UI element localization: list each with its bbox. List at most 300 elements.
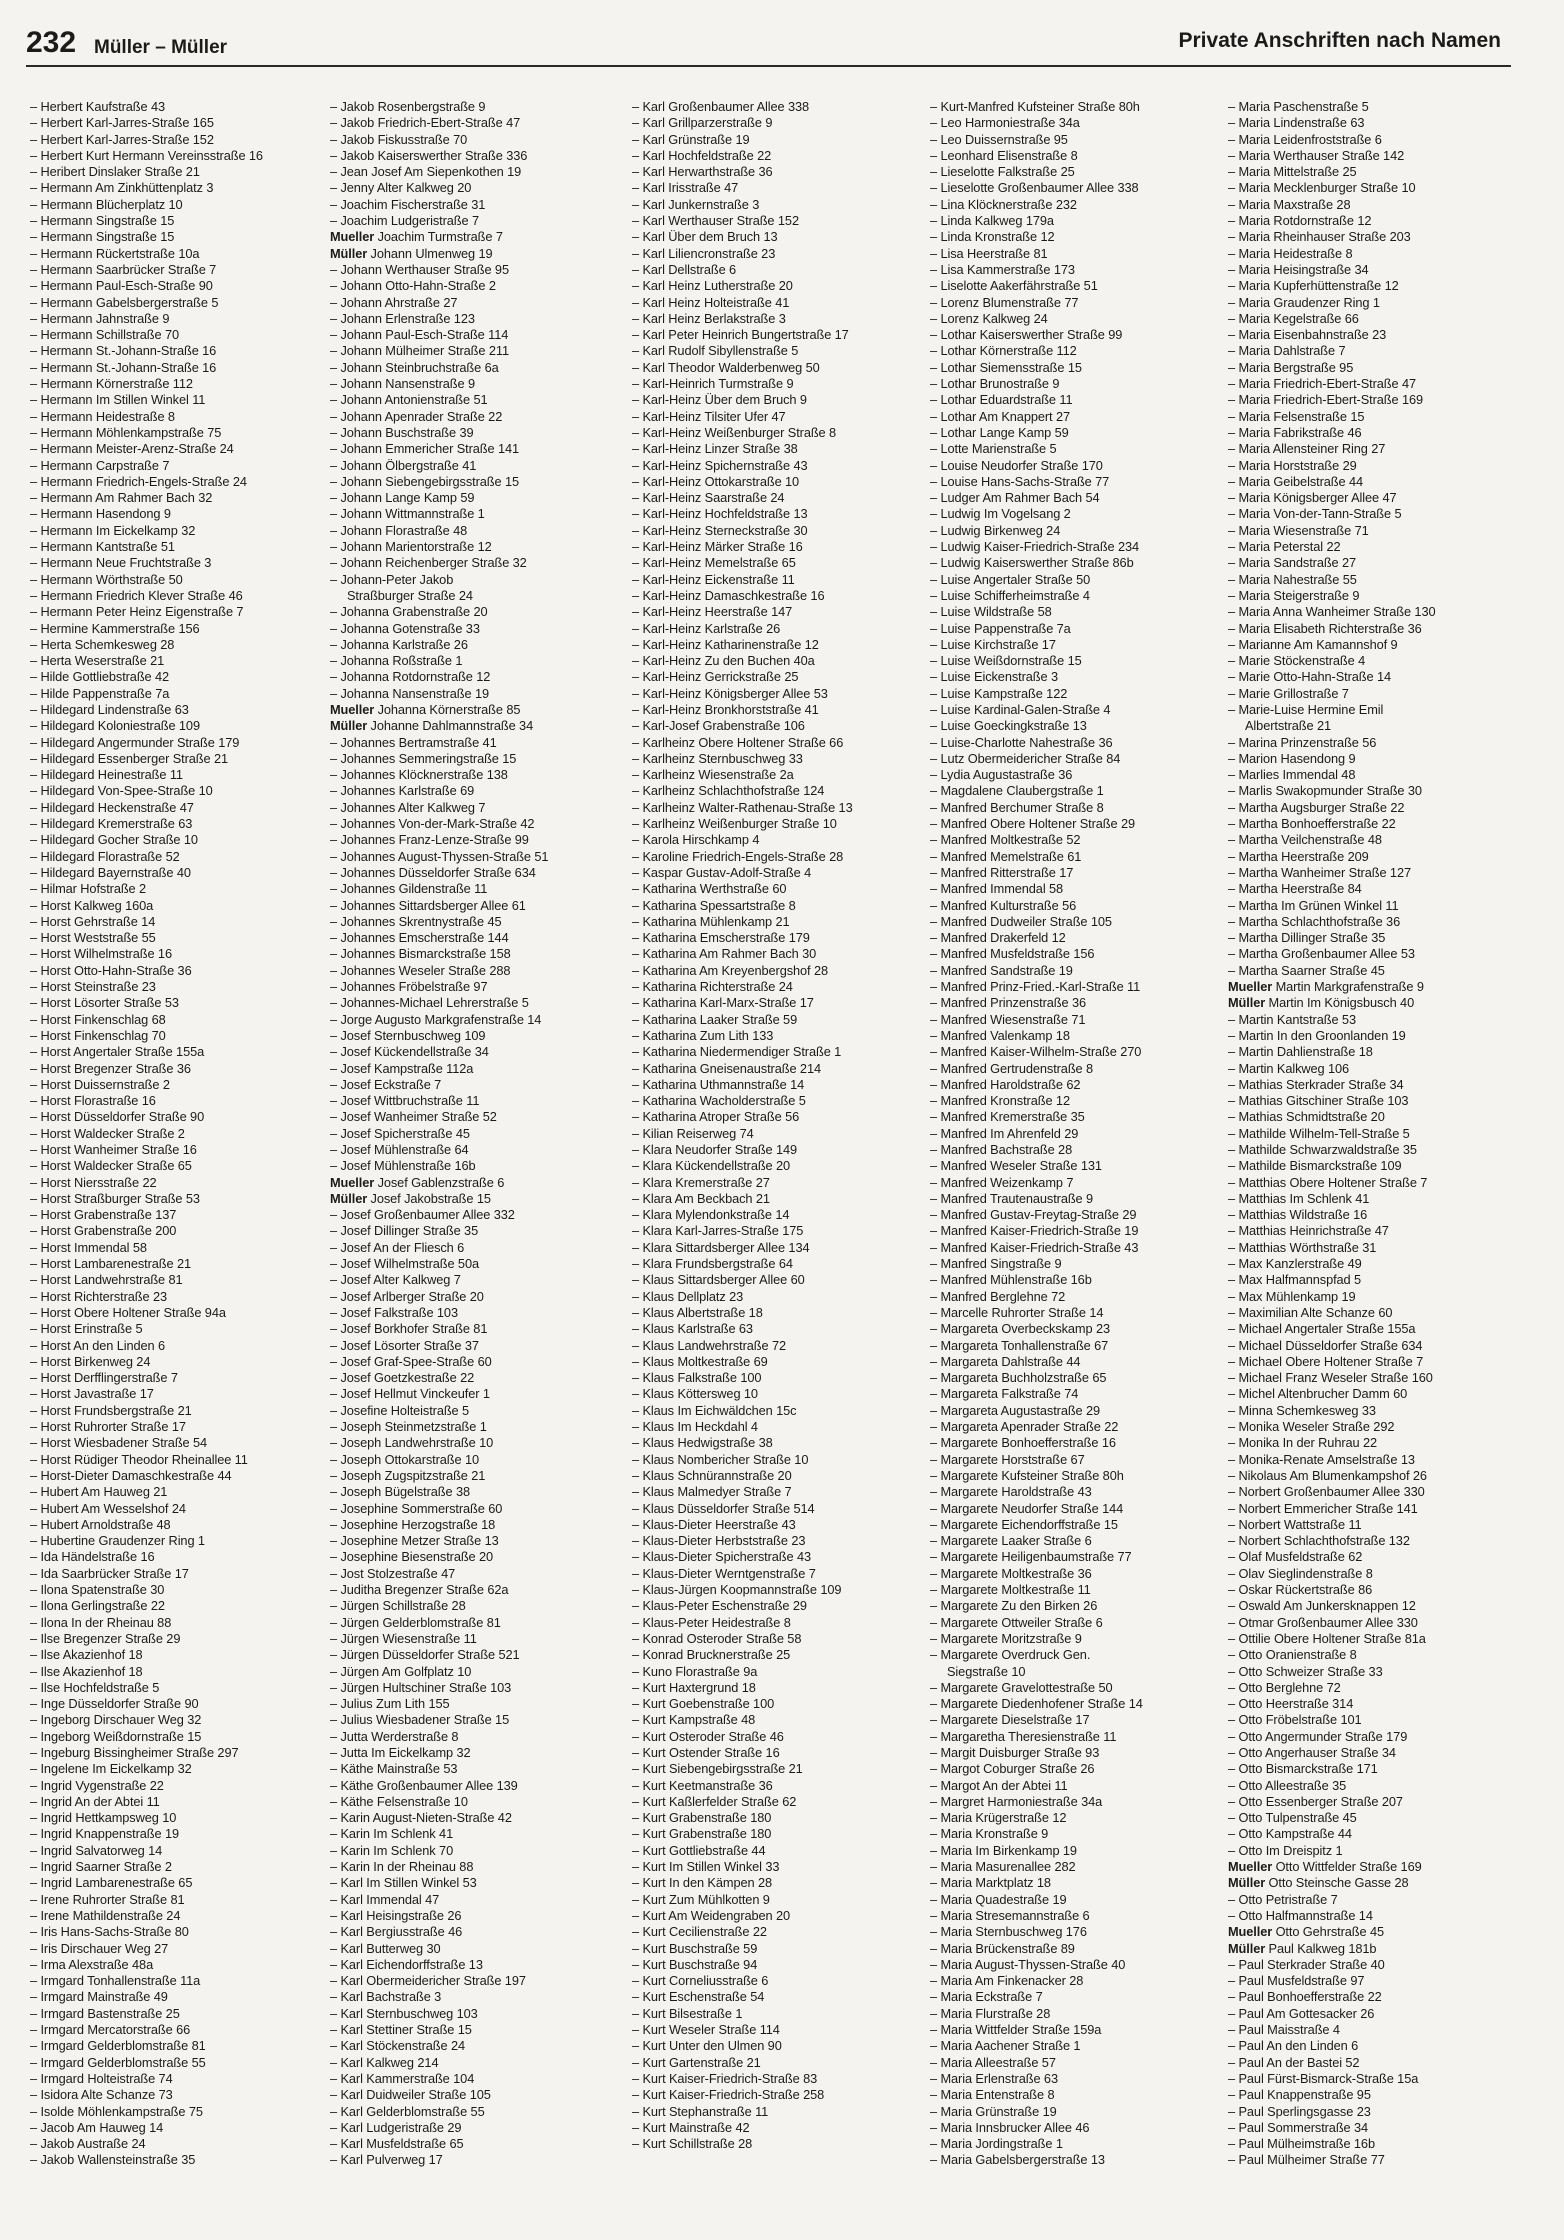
directory-entry: – Ilse Akazienhof 18: [30, 1647, 143, 1663]
directory-entry: – Otto Angermunder Straße 179: [1228, 1728, 1408, 1744]
directory-entry: – Jutta Im Eickelkamp 32: [330, 1744, 471, 1760]
directory-entry: – Irmgard Bastenstraße 25: [30, 2005, 180, 2021]
directory-entry: – Karl-Heinz Damaschkestraße 16: [632, 587, 825, 603]
directory-entry: – Hildegard Koloniestraße 109: [30, 718, 200, 734]
directory-entry: – Horst Grabenstraße 137: [30, 1207, 177, 1223]
directory-entry: – Matthias Wildstraße 16: [1228, 1207, 1368, 1223]
directory-entry: – Karin August-Nieten-Straße 42: [330, 1810, 512, 1826]
directory-entry: – Johannes Bismarckstraße 158: [330, 946, 511, 962]
directory-entry: – Monika In der Ruhrau 22: [1228, 1435, 1378, 1451]
directory-entry: – Manfred Prinz-Fried.-Karl-Straße 11: [930, 979, 1141, 995]
directory-entry: – Josephine Herzogstraße 18: [330, 1516, 496, 1532]
directory-entry: – Karl-Heinz Sterneckstraße 30: [632, 522, 808, 538]
directory-entry: – Manfred Gertrudenstraße 8: [930, 1060, 1094, 1076]
directory-entry: – Karin Im Schlenk 70: [330, 1842, 454, 1858]
directory-entry: – Irmgard Gelderblomstraße 81: [30, 2038, 206, 2054]
directory-entry: – Josef Borkhofer Straße 81: [330, 1321, 488, 1337]
directory-entry: – Margarete Dieselstraße 17: [930, 1712, 1090, 1728]
directory-entry: – Johann Erlenstraße 123: [330, 310, 475, 326]
directory-entry: – Josefine Holteistraße 5: [330, 1402, 470, 1418]
directory-entry: – Johann Lange Kamp 59: [330, 490, 475, 506]
directory-entry: – Martin Dahlienstraße 18: [1228, 1044, 1373, 1060]
directory-entry: – Klaus Nombericher Straße 10: [632, 1451, 809, 1467]
directory-entry: – Hubert Am Wesselshof 24: [30, 1500, 186, 1516]
directory-entry: – Johannes Düsseldorfer Straße 634: [330, 864, 536, 880]
directory-entry: – Johann Nansenstraße 9: [330, 376, 475, 392]
directory-entry: – Linda Kronstraße 12: [930, 229, 1055, 245]
directory-entry: – Margarete Eichendorffstraße 15: [930, 1516, 1118, 1532]
directory-entry: – Otto Im Dreispitz 1: [1228, 1842, 1343, 1858]
directory-entry: – Johannes Bertramstraße 41: [330, 734, 497, 750]
directory-entry: – Lothar Eduardstraße 11: [930, 392, 1073, 408]
directory-entry: – Maria Friedrich-Ebert-Straße 169: [1228, 392, 1424, 408]
column-2: [330, 99, 626, 2169]
directory-entry: – Martha Heerstraße 209: [1228, 848, 1369, 864]
directory-entry: – Klaus Landwehrstraße 72: [632, 1337, 786, 1353]
directory-entry: – Josef Eckstraße 7: [330, 1076, 442, 1092]
directory-entry: – Katharina Niedermendiger Straße 1: [632, 1044, 842, 1060]
directory-entry: – Karl Heinz Lutherstraße 20: [632, 278, 793, 294]
directory-entry: – Leo Duissernstraße 95: [930, 131, 1068, 147]
directory-entry: – Kurt Kaiser-Friedrich-Straße 258: [632, 2087, 825, 2103]
directory-entry: – Horst Bregenzer Straße 36: [30, 1060, 191, 1076]
directory-entry: – Josef Mühlenstraße 64: [330, 1142, 469, 1157]
directory-entry: – Norbert Schlachthofstraße 132: [1228, 1533, 1410, 1549]
directory-entry: – Maria Nahestraße 55: [1228, 571, 1357, 587]
directory-entry: – Paul An den Linden 6: [1228, 2038, 1359, 2054]
directory-entry: – Luise Schifferheimstraße 4: [930, 587, 1090, 603]
directory-entry: Mueller Otto Wittfelder Straße 169: [1228, 1859, 1422, 1875]
directory-entry: – Maria Kegelstraße 66: [1228, 310, 1359, 326]
directory-entry: – Manfred Sandstraße 19: [930, 962, 1073, 978]
directory-entry: – Jakob Kaiserswerther Straße 336: [330, 147, 528, 163]
directory-entry: – Klara Am Beckbach 21: [632, 1190, 770, 1206]
directory-entry: – Klaus-Peter Eschenstraße 29: [632, 1598, 807, 1614]
directory-entry: – Klaus Im Eichwäldchen 15c: [632, 1402, 797, 1418]
directory-entry: – Hermine Kammerstraße 156: [30, 620, 200, 636]
directory-entry: – Kurt Weseler Straße 114: [632, 2022, 780, 2038]
directory-entry: – Julius Zum Lith 155: [330, 1696, 450, 1712]
directory-entry: – Karl-Heinz Königsberger Allee 53: [632, 685, 828, 701]
directory-entry: – Margarete Bonhoefferstraße 16: [930, 1435, 1116, 1451]
directory-entry: – Klaus Moltkestraße 69: [632, 1353, 768, 1369]
running-head-right: Private Anschriften nach Namen: [1178, 29, 1501, 52]
directory-entry: – Martha Dillinger Straße 35: [1228, 930, 1386, 946]
directory-entry: – Hermann Möhlenkampstraße 75: [30, 424, 222, 440]
directory-entry: – Mathilde Schwarzwaldstraße 35: [1228, 1142, 1417, 1157]
directory-entry: – Martha Großenbaumer Allee 53: [1228, 946, 1415, 962]
directory-entry: – Ida Saarbrücker Straße 17: [30, 1565, 189, 1581]
directory-entry: – Horst Birkenweg 24: [30, 1353, 151, 1369]
directory-entry: – Hermann Rückertstraße 10a: [30, 245, 200, 261]
directory-entry: – Margarete Moritzstraße 9: [930, 1630, 1082, 1646]
directory-entry: – Norbert Großenbaumer Allee 330: [1228, 1484, 1425, 1500]
directory-entry: – Margarete Ottweiler Straße 6: [930, 1614, 1103, 1630]
directory-entry: – Norbert Wattstraße 11: [1228, 1516, 1362, 1532]
directory-entry: – Kurt Am Weidengraben 20: [632, 1907, 791, 1923]
directory-entry: – Margarete Heiligenbaumstraße 77: [930, 1549, 1132, 1565]
directory-entry: – Karl Großenbaumer Allee 338: [632, 99, 810, 114]
directory-entry: – Hermann Friedrich Klever Straße 46: [30, 587, 243, 603]
directory-entry: – Josef Hellmut Vinckeufer 1: [330, 1386, 490, 1402]
directory-entry: – Johannes Fröbelstraße 97: [330, 979, 488, 995]
directory-entry: – Horst Javastraße 17: [30, 1386, 154, 1402]
directory-entry: – Lorenz Blumenstraße 77: [930, 294, 1079, 310]
directory-entry: – Maria Königsberger Allee 47: [1228, 490, 1397, 506]
directory-entry: – Otto Angerhauser Straße 34: [1228, 1744, 1396, 1760]
directory-entry: – Margaretha Theresienstraße 11: [930, 1728, 1117, 1744]
running-head-left: Müller – Müller: [94, 37, 228, 58]
directory-entry: – Paul Knappenstraße 95: [1228, 2087, 1371, 2103]
directory-entry: – Lothar Lange Kamp 59: [930, 424, 1069, 440]
directory-entry: – Margarete Kufsteiner Straße 80h: [930, 1467, 1124, 1483]
directory-entry: – Katharina Wacholderstraße 5: [632, 1093, 806, 1109]
directory-entry: – Hermann Singstraße 15: [30, 213, 175, 229]
directory-entry: – Ottilie Obere Holtener Straße 81a: [1228, 1630, 1426, 1646]
directory-entry: – Kurt Siebengebirgsstraße 21: [632, 1761, 803, 1777]
directory-entry: – Manfred Kaiser-Friedrich-Straße 19: [930, 1223, 1139, 1239]
directory-entry: – Josef Kampstraße 112a: [330, 1060, 474, 1076]
directory-entry: Straßburger Straße 24: [347, 587, 473, 603]
directory-entry: – Katharina Uthmannstraße 14: [632, 1076, 805, 1092]
directory-entry: – Maria Grünstraße 19: [930, 2103, 1057, 2119]
directory-entry: – Karl Gelderblomstraße 55: [330, 2103, 485, 2119]
directory-entry: – Karl Grünstraße 19: [632, 131, 750, 147]
directory-entry: Mueller Josef Gablenzstraße 6: [330, 1174, 505, 1190]
directory-entry: – Horst Florastraße 16: [30, 1093, 156, 1109]
directory-entry: – Maria Quadestraße 19: [930, 1891, 1067, 1907]
directory-entry: – Maria Anna Wanheimer Straße 130: [1228, 604, 1436, 620]
directory-entry: – Monika Weseler Straße 292: [1228, 1419, 1395, 1435]
directory-entry: – Hermann Blücherplatz 10: [30, 196, 183, 212]
directory-entry: – Kurt Gottliebstraße 44: [632, 1842, 766, 1858]
directory-entry: – Karl Über dem Bruch 13: [632, 229, 778, 245]
directory-entry: – Johann Werthauser Straße 95: [330, 261, 509, 277]
directory-entry: – Maria Wiesenstraße 71: [1228, 522, 1369, 538]
directory-entry: – Mathilde Wilhelm-Tell-Straße 5: [1228, 1125, 1410, 1141]
directory-entry: – Ida Händelstraße 16: [30, 1549, 155, 1565]
directory-entry: – Klaus Köttersweg 10: [632, 1386, 758, 1402]
directory-entry: – Irmgard Tonhallenstraße 11a: [30, 1973, 201, 1989]
directory-entry: – Hildegard Bayernstraße 40: [30, 864, 191, 880]
directory-entry: – Maria Geibelstraße 44: [1228, 473, 1363, 489]
directory-entry: – Klaus Malmedyer Straße 7: [632, 1484, 792, 1500]
header-rule: [26, 65, 1511, 67]
directory-entry: – Luise Weißdornstraße 15: [930, 653, 1082, 669]
directory-entry: – Margarete Horststraße 67: [930, 1451, 1085, 1467]
directory-entry: – Käthe Großenbaumer Allee 139: [330, 1777, 518, 1793]
directory-entry: – Karl-Heinz Ottokarstraße 10: [632, 473, 800, 489]
directory-entry: – Joseph Bügelstraße 38: [330, 1484, 470, 1500]
directory-entry: – Karl Heinz Berlakstraße 3: [632, 310, 786, 326]
directory-entry: – Karin Im Schlenk 41: [330, 1826, 454, 1842]
directory-entry: Mueller Martin Markgrafenstraße 9: [1228, 979, 1424, 995]
directory-entry: – Manfred Kronstraße 12: [930, 1093, 1070, 1109]
directory-entry: – Marion Hasendong 9: [1228, 750, 1356, 766]
directory-entry: – Lydia Augustastraße 36: [930, 767, 1073, 783]
directory-entry: – Hubertine Graudenzer Ring 1: [30, 1533, 205, 1549]
directory-entry: – Josef Spicherstraße 45: [330, 1125, 470, 1141]
directory-entry: – Kurt Kaiser-Friedrich-Straße 83: [632, 2070, 818, 2086]
directory-entry: – Ludwig Birkenweg 24: [930, 522, 1061, 538]
directory-entry: – Magdalene Claubergstraße 1: [930, 783, 1104, 799]
directory-entry: – Maria Im Birkenkamp 19: [930, 1842, 1077, 1858]
directory-entry: – Luise Kardinal-Galen-Straße 4: [930, 701, 1111, 717]
directory-entry: – Maria Marktplatz 18: [930, 1875, 1051, 1891]
directory-entry: – Hermann Hasendong 9: [30, 506, 171, 522]
directory-entry: – Luise Angertaler Straße 50: [930, 571, 1091, 587]
directory-entry: – Paul Am Gottesacker 26: [1228, 2005, 1375, 2021]
directory-entry: – Johannes Alter Kalkweg 7: [330, 799, 486, 815]
directory-entry: – Hermann Jahnstraße 9: [30, 310, 170, 326]
directory-entry: – Lieselotte Falkstraße 25: [930, 164, 1075, 180]
directory-entry: – Manfred Weizenkamp 7: [930, 1174, 1074, 1190]
directory-entry: – Maria August-Thyssen-Straße 40: [930, 1956, 1126, 1972]
directory-entry: – Maria Heisingstraße 34: [1228, 261, 1369, 277]
directory-entry: – Margareta Tonhallenstraße 67: [930, 1337, 1109, 1353]
directory-entry: – Mathias Gitschiner Straße 103: [1228, 1093, 1409, 1109]
directory-entry: – Marie-Luise Hermine Emil: [1228, 701, 1384, 717]
directory-entry: – Manfred Musfeldstraße 156: [930, 946, 1095, 962]
directory-entry: – Maria Flurstraße 28: [930, 2005, 1051, 2021]
directory-entry: – Maria Werthauser Straße 142: [1228, 147, 1405, 163]
directory-entry: – Johann Buschstraße 39: [330, 424, 474, 440]
directory-entry: – Otto Berglehne 72: [1228, 1679, 1341, 1695]
directory-entry: – Hilde Gottliebstraße 42: [30, 669, 170, 685]
directory-entry: – Josef Falkstraße 103: [330, 1304, 458, 1320]
directory-entry: – Monika-Renate Amselstraße 13: [1228, 1451, 1415, 1467]
directory-entry: – Maria Friedrich-Ebert-Straße 47: [1228, 376, 1417, 392]
directory-entry: – Johannes Semmeringstraße 15: [330, 750, 517, 766]
directory-entry: – Horst Erinstraße 5: [30, 1321, 143, 1337]
directory-entry: – Mathias Schmidtstraße 20: [1228, 1109, 1385, 1125]
directory-entry: – Paul Bonhoefferstraße 22: [1228, 1989, 1382, 2005]
directory-entry: – Kurt Keetmanstraße 36: [632, 1777, 773, 1793]
directory-entry: – Klara Karl-Jarres-Straße 175: [632, 1223, 804, 1239]
directory-entry: – Klara Frundsbergstraße 64: [632, 1256, 793, 1272]
directory-entry: – Jakob Fiskusstraße 70: [330, 131, 468, 147]
directory-entry: – Klaus Düsseldorfer Straße 514: [632, 1500, 815, 1516]
directory-entry: – Joseph Ottokarstraße 10: [330, 1451, 480, 1467]
directory-entry: Siegstraße 10: [947, 1663, 1026, 1679]
directory-entry: – Margarete Moltkestraße 36: [930, 1565, 1092, 1581]
directory-entry: – Klara Neudorfer Straße 149: [632, 1142, 798, 1157]
directory-entry: – Maria Rheinhauser Straße 203: [1228, 229, 1411, 245]
directory-entry: – Ingelene Im Eickelkamp 32: [30, 1761, 192, 1777]
directory-entry: – Josef Arlberger Straße 20: [330, 1288, 484, 1304]
directory-entry: – Irmgard Mainstraße 49: [30, 1989, 168, 2005]
directory-entry: – Manfred Obere Holtener Straße 29: [930, 816, 1136, 832]
directory-entry: – Lorenz Kalkweg 24: [930, 310, 1048, 326]
directory-entry: – Margareta Overbeckskamp 23: [930, 1321, 1110, 1337]
directory-entry: – Irmgard Mercatorstraße 66: [30, 2022, 191, 2038]
directory-entry: – Karin In der Rheinau 88: [330, 1859, 474, 1875]
directory-entry: – Katharina Emscherstraße 179: [632, 930, 810, 946]
directory-entry: – Manfred Berchumer Straße 8: [930, 799, 1104, 815]
directory-entry: – Hermann Friedrich-Engels-Straße 24: [30, 473, 247, 489]
directory-entry: – Liselotte Aakerfährstraße 51: [930, 278, 1098, 294]
directory-entry: – Ilse Akazienhof 18: [30, 1663, 143, 1679]
directory-entry: – Ilona In der Rheinau 88: [30, 1614, 172, 1630]
directory-entry: – Hildegard Heinestraße 11: [30, 767, 183, 783]
directory-entry: – Margareta Augustastraße 29: [930, 1402, 1101, 1418]
directory-entry: – Paul Mülheimstraße 16b: [1228, 2136, 1375, 2152]
directory-entry: – Käthe Mainstraße 53: [330, 1761, 458, 1777]
directory-entry: – Kuno Florastraße 9a: [632, 1663, 758, 1679]
directory-entry: – Hildegard Florastraße 52: [30, 848, 180, 864]
directory-entry: – Martha Heerstraße 84: [1228, 881, 1362, 897]
directory-entry: – Karl Bachstraße 3: [330, 1989, 442, 2005]
directory-entry: – Otto Heerstraße 314: [1228, 1696, 1354, 1712]
directory-entry: – Katharina Richterstraße 24: [632, 979, 793, 995]
directory-entry: – Matthias Wörthstraße 31: [1228, 1239, 1377, 1255]
directory-entry: – Johannes Klöcknerstraße 138: [330, 767, 508, 783]
directory-entry: – Josef Dillinger Straße 35: [330, 1223, 479, 1239]
directory-entry: – Karl Irisstraße 47: [632, 180, 739, 196]
directory-entry: – Horst Immendal 58: [30, 1239, 147, 1255]
directory-entry: – Johannes Franz-Lenze-Straße 99: [330, 832, 529, 848]
directory-entry: – Otto Tulpenstraße 45: [1228, 1810, 1357, 1826]
directory-entry: – Karlheinz Obere Holtener Straße 66: [632, 734, 844, 750]
directory-entry: – Michael Düsseldorfer Straße 634: [1228, 1337, 1423, 1353]
directory-entry: – Maria Rotdornstraße 12: [1228, 213, 1372, 229]
directory-entry: – Ilse Bregenzer Straße 29: [30, 1630, 181, 1646]
directory-entry: – Mathias Sterkrader Straße 34: [1228, 1076, 1404, 1092]
directory-entry: Müller Martin Im Königsbusch 40: [1228, 995, 1415, 1011]
directory-entry: – Horst Finkenschlag 70: [30, 1027, 166, 1043]
directory-entry: – Horst An den Linden 6: [30, 1337, 166, 1353]
directory-entry: – Maria Kronstraße 9: [930, 1826, 1049, 1842]
directory-entry: – Margarete Overdruck Gen.: [930, 1647, 1091, 1663]
directory-entry: – Karl Liliencronstraße 23: [632, 245, 776, 261]
directory-entry: – Manfred Berglehne 72: [930, 1288, 1066, 1304]
directory-entry: – Jost Stolzestraße 47: [330, 1565, 456, 1581]
directory-entry: – Lisa Heerstraße 81: [930, 245, 1048, 261]
directory-entry: – Hermann Gabelsbergerstraße 5: [30, 294, 219, 310]
directory-entry: – Manfred Trautenaustraße 9: [930, 1190, 1094, 1206]
directory-entry: – Irmgard Gelderblomstraße 55: [30, 2054, 206, 2070]
directory-entry: – Johann Emmericher Straße 141: [330, 441, 520, 457]
directory-entry: Mueller Johanna Körnerstraße 85: [330, 701, 521, 717]
directory-entry: – Manfred Dudweiler Straße 105: [930, 913, 1112, 929]
directory-entry: – Karl Ludgeristraße 29: [330, 2119, 462, 2135]
directory-entry: – Jutta Werderstraße 8: [330, 1728, 459, 1744]
directory-entry: – Jakob Rosenbergstraße 9: [330, 99, 486, 114]
directory-entry: – Klara Mylendonkstraße 14: [632, 1207, 790, 1223]
page-number: 232: [26, 26, 77, 59]
directory-entry: – Paul Musfeldstraße 97: [1228, 1973, 1365, 1989]
directory-entry: – Horst Rüdiger Theodor Rheinallee 11: [30, 1451, 248, 1467]
directory-entry: – Paul Fürst-Bismarck-Straße 15a: [1228, 2070, 1419, 2086]
directory-entry: – Kurt Grabenstraße 180: [632, 1810, 772, 1826]
directory-entry: – Hildegard Angermunder Straße 179: [30, 734, 240, 750]
directory-entry: – Herbert Kaufstraße 43: [30, 99, 165, 114]
directory-entry: – Karl-Heinz Hochfeldstraße 13: [632, 506, 808, 522]
directory-entry: – Josef Mühlenstraße 16b: [330, 1158, 476, 1174]
directory-entry: – Manfred Singstraße 9: [930, 1256, 1062, 1272]
directory-entry: – Paul Sperlingsgasse 23: [1228, 2103, 1371, 2119]
directory-entry: – Johannes Skrentnystraße 45: [330, 913, 502, 929]
directory-entry: – Klaus-Dieter Heerstraße 43: [632, 1516, 796, 1532]
directory-entry: – Johann Otto-Hahn-Straße 2: [330, 278, 496, 294]
directory-entry: – Jürgen Gelderblomstraße 81: [330, 1614, 501, 1630]
directory-entry: – Ilona Spatenstraße 30: [30, 1582, 165, 1598]
directory-entry: – Jakob Wallensteinstraße 35: [30, 2152, 196, 2168]
directory-entry: – Ingrid Hettkampsweg 10: [30, 1810, 177, 1826]
directory-entry: – Maximilian Alte Schanze 60: [1228, 1304, 1393, 1320]
directory-entry: – Martin In den Groonlanden 19: [1228, 1027, 1406, 1043]
directory-entry: Müller Johann Ulmenweg 19: [330, 245, 493, 261]
directory-entry: – Maria Jordingstraße 1: [930, 2136, 1063, 2152]
directory-entry: – Karl Kalkweg 214: [330, 2054, 439, 2070]
directory-entry: – Joachim Fischerstraße 31: [330, 196, 486, 212]
directory-entry: – Hermann Kantstraße 51: [30, 539, 175, 555]
directory-entry: – Matthias Heinrichstraße 47: [1228, 1223, 1389, 1239]
directory-entry: – Hermann Singstraße 15: [30, 229, 175, 245]
directory-entry: – Karl Theodor Walderbenweg 50: [632, 359, 820, 375]
directory-entry: – Katharina Zum Lith 133: [632, 1027, 774, 1043]
directory-entry: – Manfred Immendal 58: [930, 881, 1064, 897]
directory-entry: – Karl Dellstraße 6: [632, 261, 737, 277]
directory-entry: – Hildegard Gocher Straße 10: [30, 832, 198, 848]
directory-entry: – Margarete Haroldstraße 43: [930, 1484, 1092, 1500]
directory-entry: – Irene Ruhrorter Straße 81: [30, 1891, 185, 1907]
directory-entry: – Lutz Obermeidericher Straße 84: [930, 750, 1121, 766]
directory-entry: – Otto Schweizer Straße 33: [1228, 1663, 1383, 1679]
directory-entry: – Horst Ruhrorter Straße 17: [30, 1419, 186, 1435]
directory-entry: – Josef Kückendellstraße 34: [330, 1044, 489, 1060]
directory-entry: – Max Mühlenkamp 19: [1228, 1288, 1356, 1304]
directory-entry: – Kurt Schillstraße 28: [632, 2136, 753, 2152]
directory-entry: – Manfred Gustav-Freytag-Straße 29: [930, 1207, 1137, 1223]
directory-entry: – Martin Kalkweg 106: [1228, 1060, 1350, 1076]
directory-entry: – Luise Eickenstraße 3: [930, 669, 1058, 685]
directory-entry: – Matthias Im Schlenk 41: [1228, 1190, 1370, 1206]
directory-entry: – Marlies Immendal 48: [1228, 767, 1356, 783]
directory-entry: – Karl-Heinz Katharinenstraße 12: [632, 636, 819, 652]
directory-entry: – Lothar Brunostraße 9: [930, 376, 1060, 392]
directory-entry: – Maria Eckstraße 7: [930, 1989, 1043, 2005]
directory-entry: – Kurt Goebenstraße 100: [632, 1696, 775, 1712]
directory-entry: – Klara Kückendellstraße 20: [632, 1158, 791, 1174]
directory-entry: – Johanna Grabenstraße 20: [330, 604, 488, 620]
directory-entry: – Käthe Felsenstraße 10: [330, 1793, 468, 1809]
directory-entry: – Johanna Nansenstraße 19: [330, 685, 489, 701]
directory-entry: – Otmar Großenbaumer Allee 330: [1228, 1614, 1418, 1630]
directory-entry: – Oskar Rückertstraße 86: [1228, 1582, 1373, 1598]
directory-entry: – Johanna Rotdornstraße 12: [330, 669, 491, 685]
directory-entry: – Klaus-Dieter Werntgenstraße 7: [632, 1565, 816, 1581]
directory-entry: – Karl Duidweiler Straße 105: [330, 2087, 491, 2103]
directory-entry: – Katharina Karl-Marx-Straße 17: [632, 995, 814, 1011]
directory-entry: – Marie Stöckenstraße 4: [1228, 653, 1366, 669]
directory-entry: – Hubert Arnoldstraße 48: [30, 1516, 171, 1532]
column-3: [632, 99, 928, 2152]
directory-entry: – Michael Obere Holtener Straße 7: [1228, 1353, 1424, 1369]
directory-entry: – Lotte Marienstraße 5: [930, 441, 1057, 457]
directory-entry: – Herbert Karl-Jarres-Straße 165: [30, 115, 214, 131]
directory-entry: – Karl-Heinz Weißenburger Straße 8: [632, 424, 837, 440]
directory-entry: – Klaus-Dieter Spicherstraße 43: [632, 1549, 811, 1565]
directory-entry: – Maria Elisabeth Richterstraße 36: [1228, 620, 1422, 636]
directory-entry: – Josef Wilhelmstraße 50a: [330, 1256, 479, 1272]
directory-entry: – Maria Von-der-Tann-Straße 5: [1228, 506, 1402, 522]
directory-entry: – Kurt Cecilienstraße 22: [632, 1924, 767, 1940]
directory-entry: – Irene Mathildenstraße 24: [30, 1907, 181, 1923]
directory-entry: – Maria Maxstraße 28: [1228, 196, 1351, 212]
directory-entry: – Josef Goetzkestraße 22: [330, 1370, 475, 1386]
directory-entry: – Johanna Karlstraße 26: [330, 636, 468, 652]
